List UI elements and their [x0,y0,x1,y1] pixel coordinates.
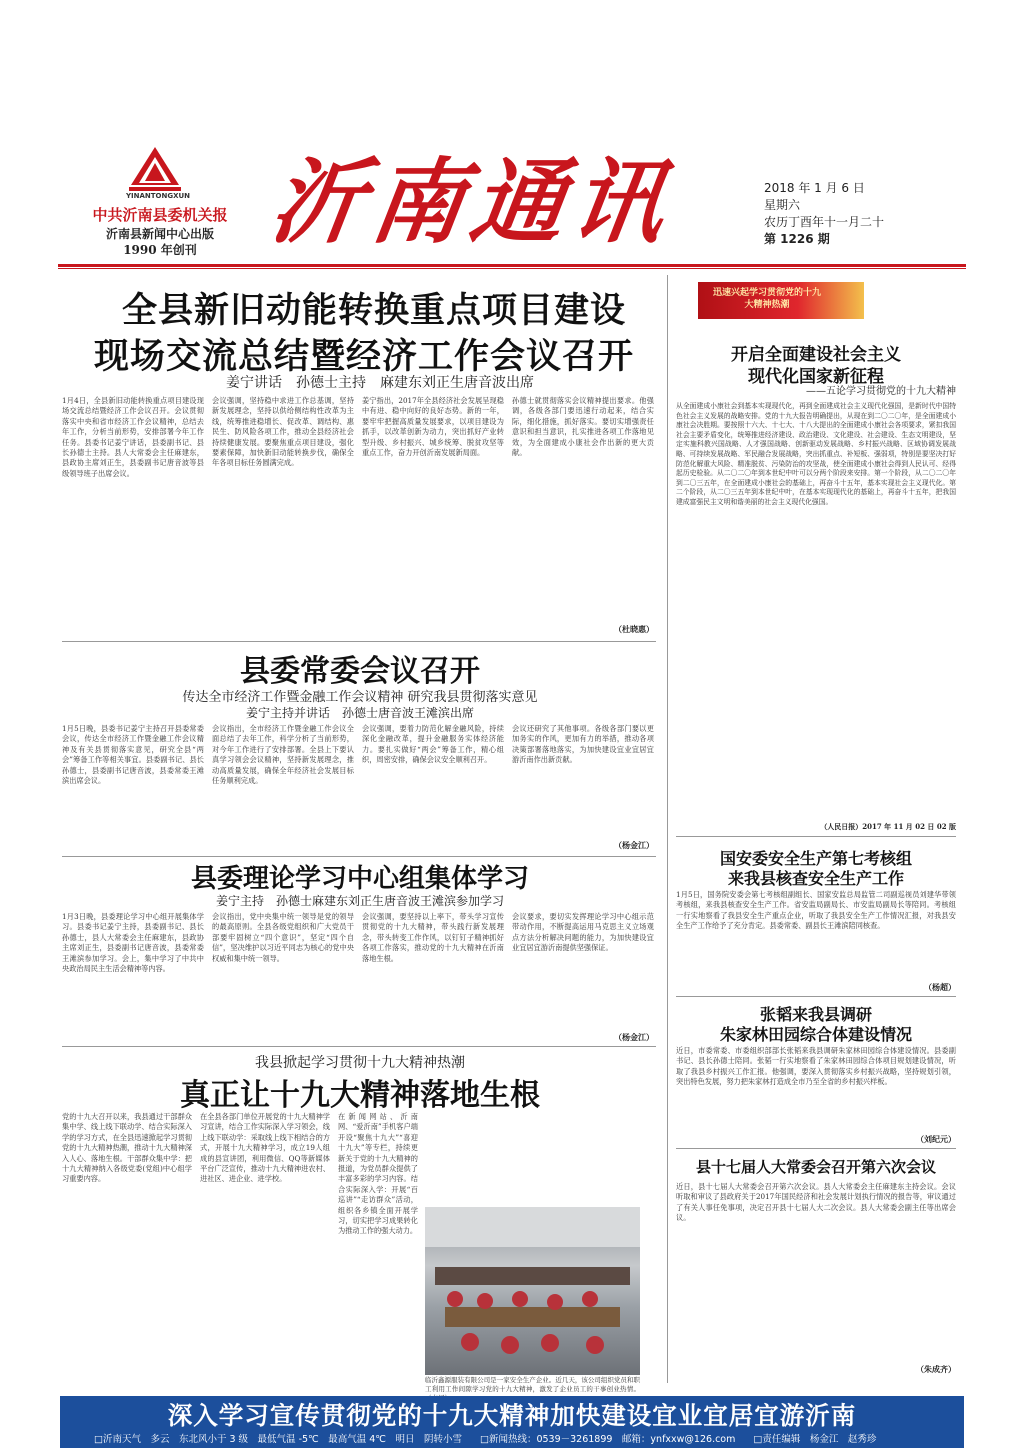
standing-column-3: 会议强调，要着力防范化解金融风险，持续深化金融改革，提升金融服务实体经济能力。要扎实做好“两会”筹备工作，精心组织，周密安排，确保会议安全顺利召开。 [362,724,504,765]
issue-weekday: 星期六 [764,198,801,212]
research-title-line2: 朱家林田园综合体建设情况 [719,1025,912,1044]
header-rule-thin [58,268,966,269]
logo-caption: YINANTONGXUN [125,192,191,200]
lead-column-4: 孙德士就贯彻落实会议精神提出要求。他强调，各级各部门要迅速行动起来，结合实际，细化措施，抓好落实。要切实增强责任意识和担当意识，扎实推进各项工作落地见效，为全面建成小康社会作出新的更大贡献。 [512,396,654,458]
research-body: 近日，市委常委、市委组织部部长张韬来我县调研朱家林田园综合体建设情况。县委副书记、县长孙德士陪同。张韬一行实地察看了朱家林田园综合体项目规划建设情况，听取了我县乡村振兴工作汇报。他强调，要深入贯彻落实乡村振兴战略，坚持规划引领，突出特色发展，努力把朱家林打造成全市乃至全省的乡村振兴样板。 [676,1046,956,1087]
footer-editor: □责任编辑 杨金江 赵秀珍 [753,1434,877,1445]
issue-lunar-date: 农历丁酉年十一月二十 [764,215,885,229]
newspaper-logo-icon [125,145,185,193]
organ-name: 中共沂南县委机关报 [92,206,228,224]
slogan-banner: 深入学习宣传贯彻党的十九大精神加快建设宜业宜居宜游沂南 [60,1396,964,1436]
standing-column-2: 会议指出，全市经济工作暨金融工作会议全面总结了去年工作，科学分析了当前形势，对今年工作进行了安排部署。全县上下要认真学习领会会议精神，坚持新发展理念，推动高质量发展，确保全年经济社会发展目标任务顺利完成。 [212,724,354,786]
lead-subheadline: 姜宁讲话 孙德士主持 麻建东刘正生唐音波出席 [226,375,534,391]
standing-column-4: 会议还研究了其他事项。各级各部门要以更加务实的作风，更加有力的举措，推动各项决策部署落地落实，为加快建设宜业宜居宜游沂南作出新贡献。 [512,724,654,765]
divider [62,856,656,857]
editorial-subtitle: ——五论学习贯彻党的十九大精神 [806,386,956,397]
theory-column-4: 会议要求，要切实发挥理论学习中心组示范带动作用，不断提高运用马克思主义立场观点方法分析解决问题的能力，为加快建设宜业宜居宜游沂南提供坚强保证。 [512,912,654,953]
standing-byline: （杨金江） [614,840,654,850]
grassroots-column-2: 在全县各部门单位开展党的十九大精神学习宣讲，结合工作实际深入学习领会，线上线下联动学：采取线上线下相结合的方式，开展十九大精神学习，成立19人组成的县宣讲团，利用微信、QQ等新媒体平台广泛宣传，推动十九大精神进农村、进社区、进企业、进学校。 [200,1112,330,1184]
grassroots-column-3: 在新闻网站、沂南网、“爱沂南”手机客户端开设“聚焦十九大”“喜迎十九大”等专栏，持续更新关于党的十九大精神的报道，为党员群众提供了丰富多彩的学习内容。结合实际深入学：开展“百巡讲”“走访群众”活动，组织各乡镇全面开展学习，切实把学习成果转化为推动工作的强大动力。 [338,1112,418,1236]
standing-committee-headline: 县委常委会议召开 [240,654,480,689]
editorial-title-line1: 开启全面建设社会主义 [731,345,901,365]
lead-byline: （杜晓惠） [614,624,654,634]
theory-column-1: 1月3日晚，县委理论学习中心组开展集体学习。县委书记姜宁主持，县委副书记、县长孙德士，县人大常委会主任麻建东，县政协主席刘正生，县委副书记唐音波，县委常委王滩滨参加学习。会上，集中学习了中共中央政治局民主生活会精神等内容。 [62,912,204,974]
safety-title-line2: 来我县核查安全生产工作 [727,869,904,888]
theory-column-2: 会议指出，党中央集中统一领导是党的领导的最高原则。全县各级党组织和广大党员干部要牢固树立“四个意识”，坚定“四个自信”，坚决维护以习近平同志为核心的党中央权威和集中统一领导。 [212,912,354,963]
lead-column-3: 姜宁指出，2017年全县经济社会发展呈现稳中有进、稳中向好的良好态势。新的一年，要牢牢把握高质量发展要求，以项目建设为抓手，以改革创新为动力，突出抓好产业转型升级、乡村振兴、城乡统筹、脱贫攻坚等重点工作，奋力开创沂南发展新局面。 [362,396,504,458]
research-title-line1: 张韬来我县调研 [759,1005,872,1024]
theory-study-subhead: 姜宁主持 孙德士麻建东刘正生唐音波王滩滨参加学习 [215,894,504,908]
divider [676,1148,956,1149]
founded-year: 1990 年创刊 [123,243,197,257]
divider [62,1046,656,1047]
editorial-body: 从全面建成小康社会到基本实现现代化，再到全面建成社会主义现代化强国，是新时代中国特色社会主义发展的战略安排。党的十九大报告明确提出，从现在到二〇二〇年，是全面建成小康社会决胜期。要按照十六大、十七大、十八大提出的全面建成小康社会各项要求，紧扣我国社会主要矛盾变化，统筹推进经济建设、政治建设、文化建设、社会建设、生态文明建设，坚定实施科教兴国战略、人才强国战略、创新驱动发展战略、乡村振兴战略、区域协调发展战略、可持续发展战略、军民融合发展战略，突出抓重点、补短板、强弱项，特别是要坚决打好防范化解重大风险、精准脱贫、污染防治的攻坚战，使全面建成小康社会得到人民认可、经得起历史检验。从二〇二〇年到本世纪中叶可以分两个阶段来安排。第一个阶段，从二〇二〇年到二〇三五年，在全面建成小康社会的基础上，再奋斗十五年，基本实现社会主义现代化。第二个阶段，从二〇三五年到本世纪中叶，在基本实现现代化的基础上，再奋斗十五年，把我国建成富强民主文明和谐美丽的社会主义现代化强国。 [676,402,956,506]
research-byline: （刘纪元） [916,1134,956,1144]
lead-headline-line2: 现场交流总结暨经济工作会议召开 [93,337,634,377]
lead-column-1: 1月4日，全县新旧动能转换重点项目建设现场交流总结暨经济工作会议召开。会议贯彻落实中央和省市经济工作会议精神，总结去年工作，分析当前形势，安排部署今年工作任务。县委书记姜宁讲话，县委副书记、县长孙德士主持。县人大常委会主任麻建东，县政协主席刘正生，县委副书记唐音波等县级领导班子出席会议。 [62,396,204,478]
issue-info [764,180,884,248]
safety-body: 1月5日，国务院安委会第七考核组副组长、国家安监总局监管二司副巡视员刘建华带领考核组，来我县核查安全生产工作。省安监局副局长、市安监局副局长等陪同。考核组一行实地察看了我县安全生产重点企业，听取了我县安全生产工作情况汇报，对我县安全生产工作给予了充分肯定。县委常委、副县长王滩滨陪同核查。 [676,890,956,931]
lead-headline-line1: 全县新旧动能转换重点项目建设 [121,291,626,331]
standing-committee-attendees: 姜宁主持并讲话 孙德士唐音波王滩滨出席 [245,706,474,720]
garment-factory-photo [425,1207,640,1375]
standing-column-1: 1月5日晚，县委书记姜宁主持召开县委常委会议，传达全市经济工作暨金融工作会议精神及有关县贯彻落实意见，研究全县“两会”筹备工作等相关事宜。县委副书记、县长孙德士，县委副书记唐音波，县委常委王滩滨出席会议。 [62,724,204,786]
safety-title-line1: 国安委安全生产第七考核组 [719,849,912,868]
photo-caption: 临沂鑫源服装有限公司是一家安全生产企业。近几天，该公司组织党员和职工利用工作间隙学习党的十九大精神，激发了企业员工的干事创业热情。 [425,1376,640,1393]
grassroots-column-1: 党的十九大召开以来，我县通过干部群众集中学、线上线下联动学、结合实际深入学的学习方式，在全县迅速掀起学习贯彻党的十九大精神热潮，推动十九大精神深入人心、落地生根。干部群众集中学：把十九大精神纳入各级党委(党组)中心组学习重要内容。 [62,1112,192,1184]
congress-body: 近日，县十七届人大常委会召开第六次会议。县人大常委会主任麻建东主持会议。会议听取和审议了县政府关于2017年国民经济和社会发展计划执行情况的报告等，审议通过了有关人事任免事项，决定召开县十七届人大二次会议。县人大常委会副主任等出席会议。 [676,1182,956,1223]
congress-byline: （朱成齐） [916,1364,956,1374]
divider [62,641,656,642]
theory-column-3: 会议强调，要坚持以上率下，带头学习宣传贯彻党的十九大精神，带头践行新发展理念，带头转变工作作风，以钉钉子精神抓好各项工作落实，推动党的十九大精神在沂南落地生根。 [362,912,504,963]
grassroots-kicker: 我县掀起学习贯彻十九大精神热潮 [255,1055,465,1071]
theory-study-headline: 县委理论学习中心组集体学习 [190,864,529,894]
lead-column-2: 会议强调，坚持稳中求进工作总基调，坚持新发展理念，坚持以供给侧结构性改革为主线，统筹推进稳增长、促改革、调结构、惠民生、防风险各项工作，推动全县经济社会持续健康发展。要聚焦重点项目建设，强化要素保障，加快新旧动能转换步伐，确保全年各项目标任务圆满完成。 [212,396,354,468]
divider [676,836,956,837]
theory-byline: （杨金江） [614,1032,654,1042]
publisher: 沂南县新闻中心出版 [105,227,214,241]
issue-date: 2018 年 1 月 6 日 [764,181,865,195]
study-campaign-banner-text: 迅速兴起学习贯彻党的十九大精神热潮 [712,288,821,310]
standing-committee-subhead: 传达全市经济工作暨金融工作会议精神 研究我县贯彻落实意见 [182,690,538,705]
editorial-source: （人民日报）2017 年 11 月 02 日 02 版 [820,822,956,831]
column-divider [667,275,668,1383]
footer-hotline: □新闻热线：0539－3261899 邮箱：ynfxxw@126.com [479,1434,736,1445]
masthead-title: 沂南通讯 [264,148,680,256]
footer-weather: □沂南天气 多云 东北风小于 3 级 最低气温 -5℃ 最高气温 4℃ 明日 阴转小雪 [94,1434,462,1445]
issue-number: 第 1226 期 [764,232,830,246]
divider [676,996,956,997]
editorial-title-line2: 现代化国家新征程 [748,367,884,387]
grassroots-headline: 真正让十九大精神落地生根 [180,1078,540,1113]
congress-title: 县十七届人大常委会召开第六次会议 [695,1158,936,1176]
footer-bar [60,1432,964,1448]
header-rule [58,264,966,267]
safety-byline: （杨超） [924,982,956,992]
